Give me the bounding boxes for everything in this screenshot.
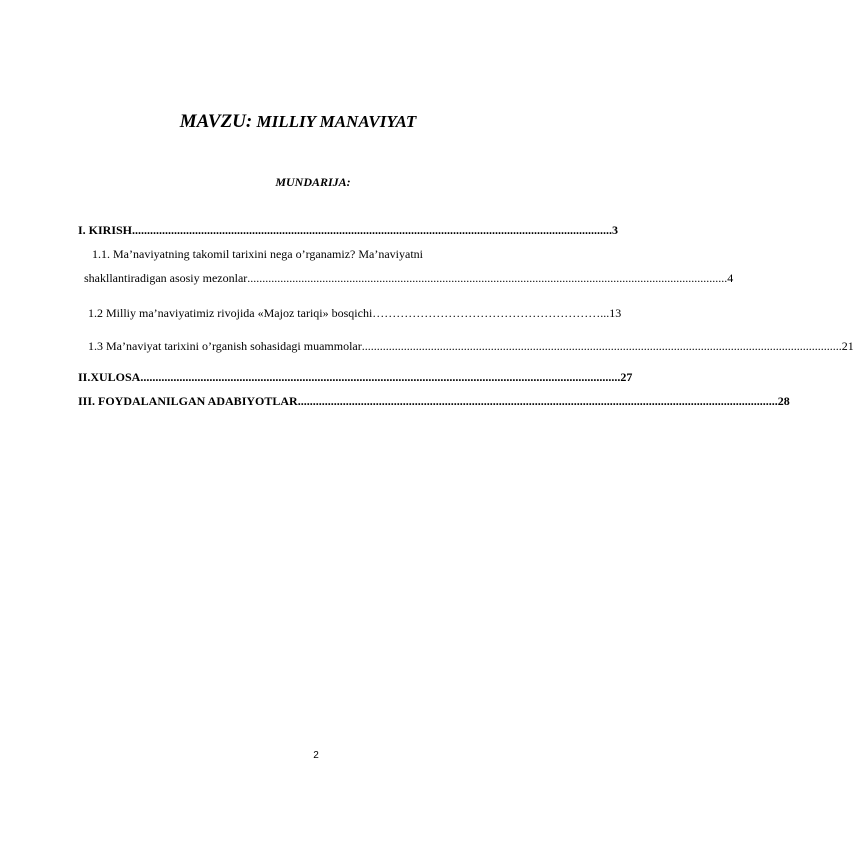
toc-entry-page: 3 [612,223,619,237]
toc-entry-adabiyotlar[interactable] [78,393,790,409]
toc-entry-page: 28 [777,394,790,408]
toc-entry-page: 27 [620,370,633,384]
title-main: MILLIY MANAVIYAT [252,112,417,131]
toc-entry-page: 21 [841,339,854,353]
toc-entry-1-3[interactable] [88,338,854,354]
toc-entry-label: I. KIRISH [78,223,133,237]
toc-entry-label: III. FOYDALANILGAN ADABIYOTLAR [78,394,298,408]
toc-leader-dots: ................................................................................................................................................................ [140,370,621,384]
title-prefix: MAVZU: [179,111,253,132]
toc-heading: MUNDARIJA: [275,175,351,189]
toc-entry-1-1-line1[interactable]: 1.1. Ma’naviyatning takomil tarixini nega o’rganamiz? Ma’naviyatni [92,247,424,261]
toc-entry-page: ...13 [600,306,622,320]
toc-entry-label: shakllantiradigan asosiy mezonlar [84,271,248,285]
toc-leader-dots: ................................................................................................................................................................ [247,271,728,285]
document-title [0,111,596,133]
toc-entry-label: 1.2 Milliy ma’naviyatimiz rivojida «Majoz tariqi» bosqichi [88,306,373,320]
toc-leader-dots: ................................................................................................................................................................ [297,394,778,408]
toc-entry-1-1[interactable] [84,270,734,286]
toc-entry-xulosa[interactable] [78,369,633,385]
toc-leader-dots: ................................................................................................................................................................ [361,339,842,353]
toc-leader-dots: ………………………………………………… [372,306,601,320]
page-number: 2 [313,750,319,761]
toc-leader-dots: ................................................................................................................................................................ [132,223,613,237]
toc-entry-label: 1.3 Ma’naviyat tarixini o’rganish sohasidagi muammolar [88,339,362,353]
toc-entry-label: II.XULOSA [78,370,141,384]
toc-entry-page: 4 [727,271,734,285]
toc-entry-kirish[interactable] [78,222,619,238]
toc-entry-1-2[interactable] [88,305,622,321]
